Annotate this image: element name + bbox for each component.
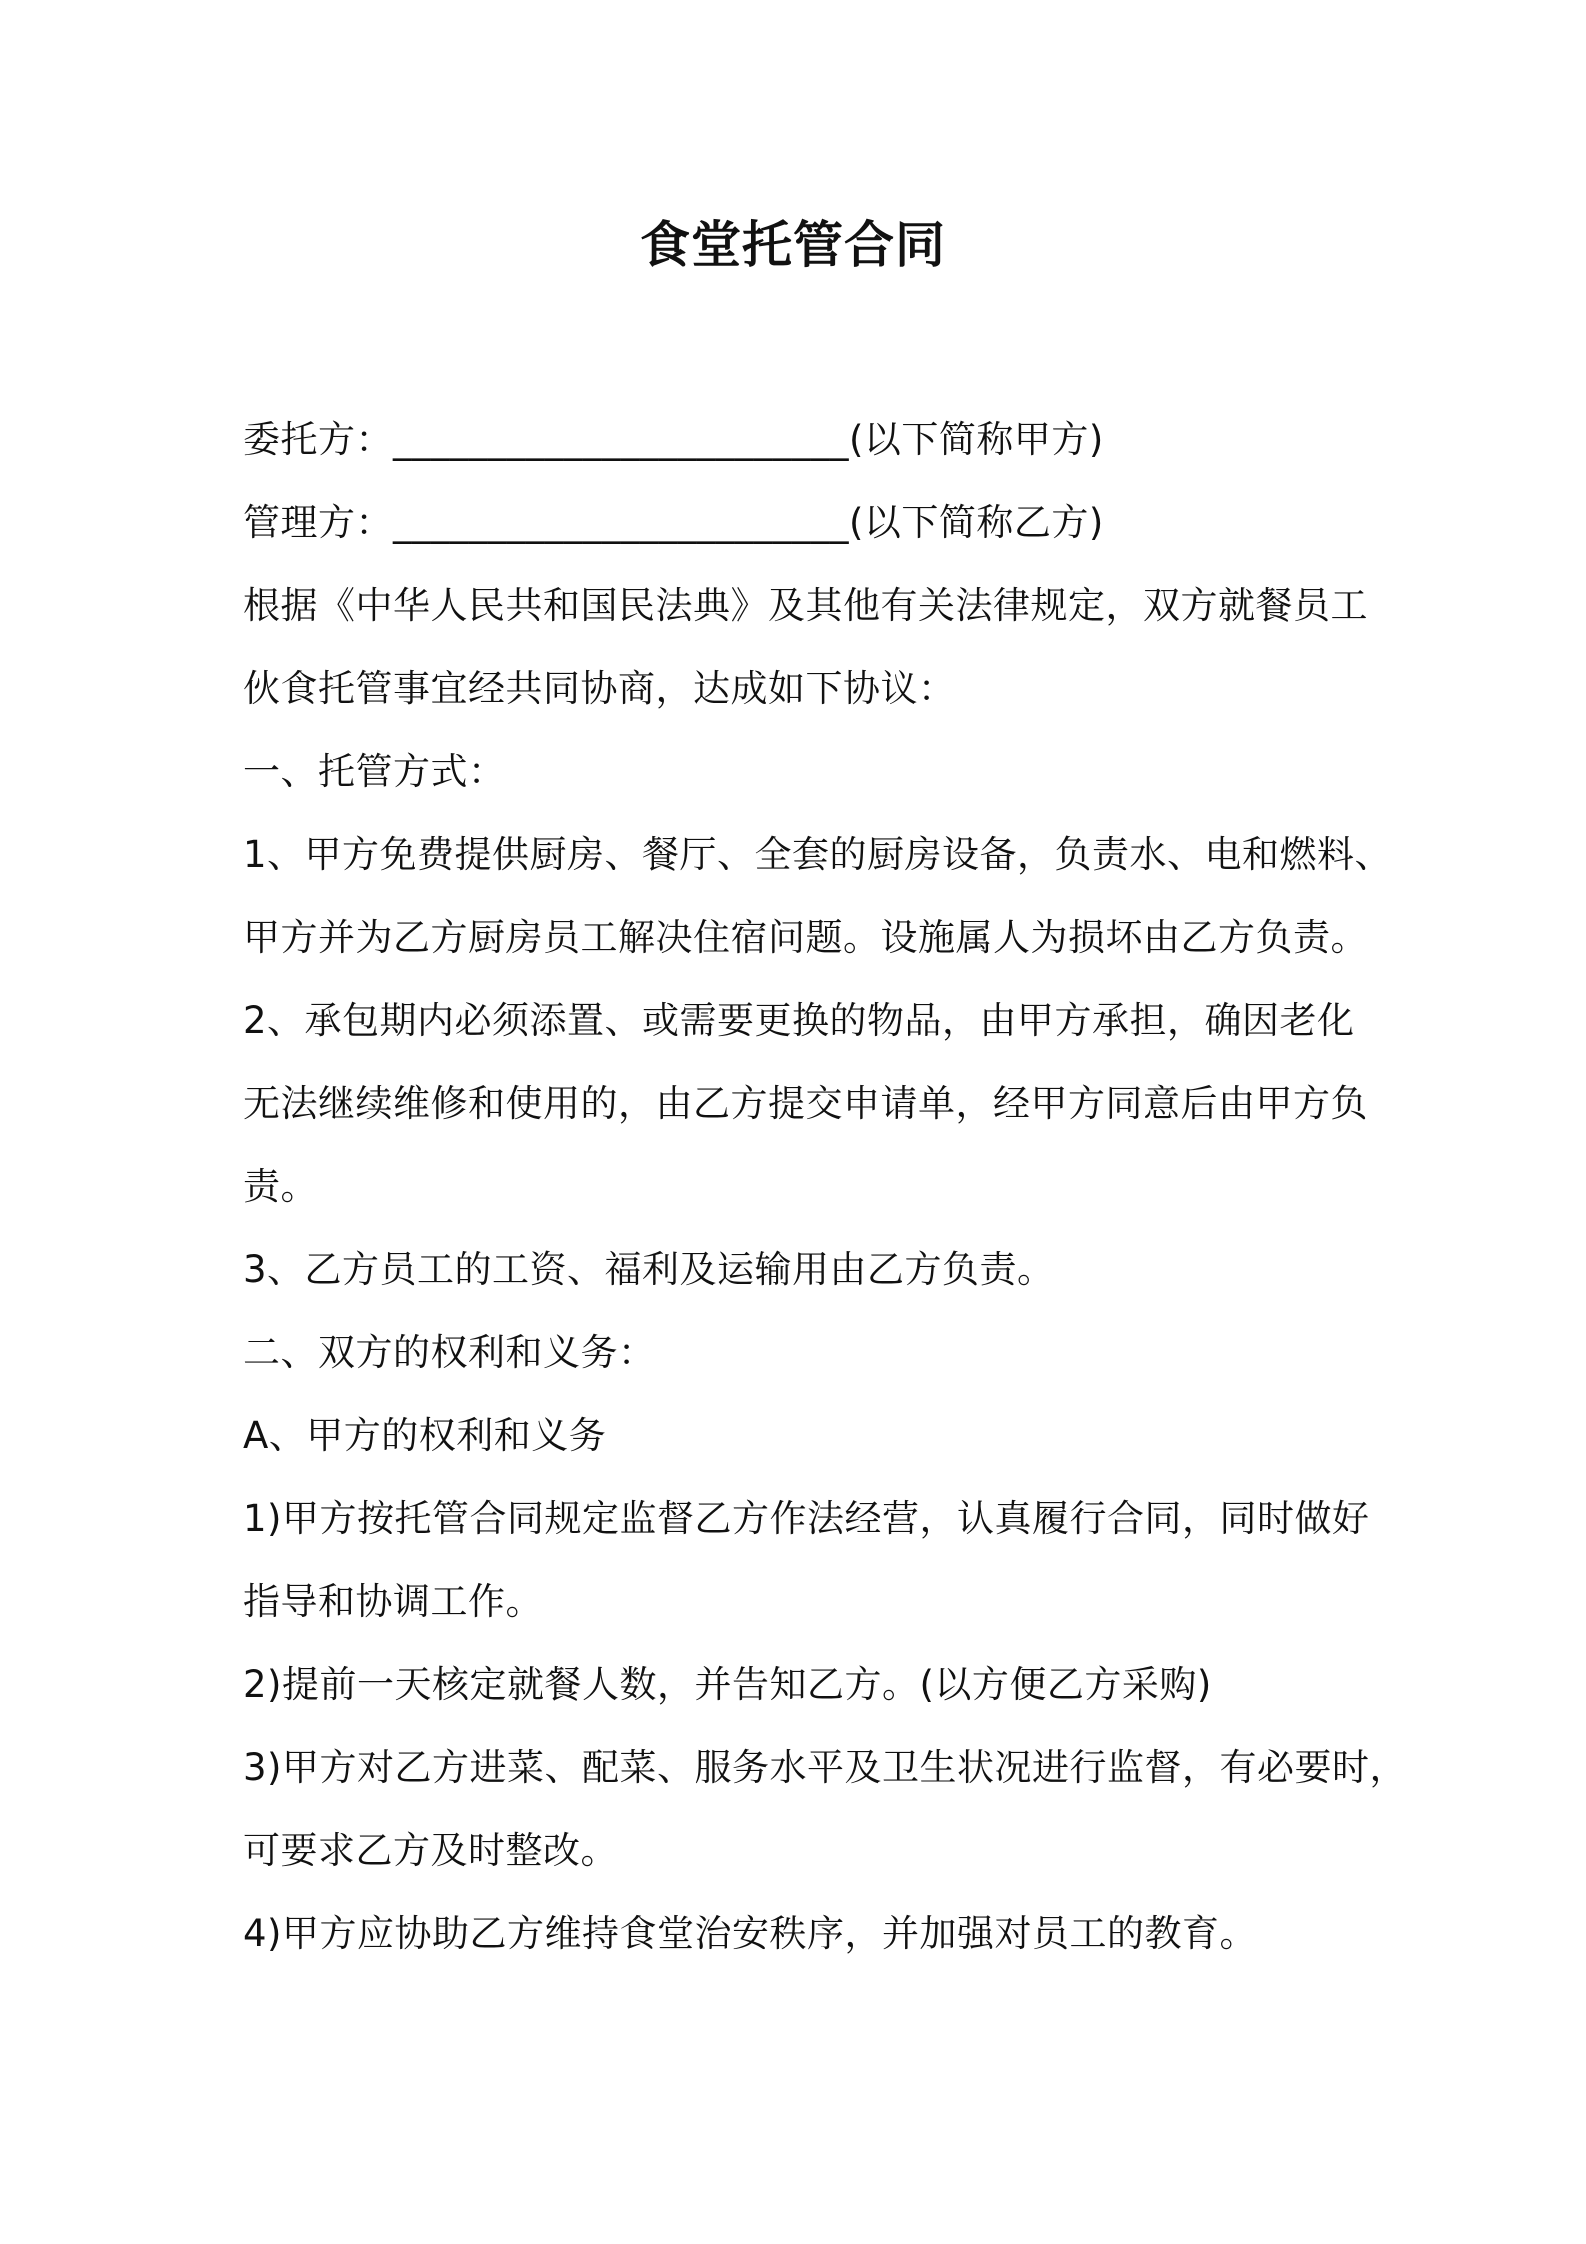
clause-2-line-1: 2、承包期内必须添置、或需要更换的物品，由甲方承担，确因老化 bbox=[243, 999, 1355, 1042]
subsection-heading-party-a: A、甲方的权利和义务 bbox=[243, 1414, 607, 1457]
document-body bbox=[243, 398, 1407, 1975]
party-a-item-1-line-1: 1)甲方按托管合同规定监督乙方作法经营，认真履行合同，同时做好 bbox=[243, 1497, 1370, 1540]
manager-party-line: 管理方：________________________(以下简称乙方) bbox=[243, 501, 1104, 544]
document-title: 食堂托管合同 bbox=[640, 216, 946, 274]
party-a-item-3-line-1: 3)甲方对乙方进菜、配菜、服务水平及卫生状况进行监督，有必要时， bbox=[243, 1746, 1407, 1789]
section-heading-rights-obligations: 二、双方的权利和义务： bbox=[243, 1331, 656, 1374]
party-a-item-3-line-2: 可要求乙方及时整改。 bbox=[243, 1829, 618, 1872]
preamble-line-1: 根据《中华人民共和国民法典》及其他有关法律规定，双方就餐员工 bbox=[243, 584, 1368, 627]
clause-2-line-3: 责。 bbox=[243, 1165, 318, 1208]
clause-2-line-2: 无法继续维修和使用的，由乙方提交申请单，经甲方同意后由甲方负 bbox=[243, 1082, 1368, 1125]
client-party-line: 委托方：________________________(以下简称甲方) bbox=[243, 418, 1104, 461]
clause-3-line-1: 3、乙方员工的工资、福利及运输用由乙方负责。 bbox=[243, 1248, 1055, 1291]
preamble-line-2: 伙食托管事宜经共同协商，达成如下协议： bbox=[243, 667, 956, 710]
party-a-item-1-line-2: 指导和协调工作。 bbox=[243, 1580, 543, 1623]
party-a-item-4-line-1: 4)甲方应协助乙方维持食堂治安秩序，并加强对员工的教育。 bbox=[243, 1912, 1257, 1955]
section-heading-management-method: 一、托管方式： bbox=[243, 750, 506, 793]
party-a-item-2-line-1: 2)提前一天核定就餐人数，并告知乙方。(以方便乙方采购) bbox=[243, 1663, 1212, 1706]
clause-1-line-1: 1、甲方免费提供厨房、餐厅、全套的厨房设备，负责水、电和燃料、 bbox=[243, 833, 1393, 876]
clause-1-line-2: 甲方并为乙方厨房员工解决住宿问题。设施属人为损坏由乙方负责。 bbox=[243, 916, 1368, 959]
